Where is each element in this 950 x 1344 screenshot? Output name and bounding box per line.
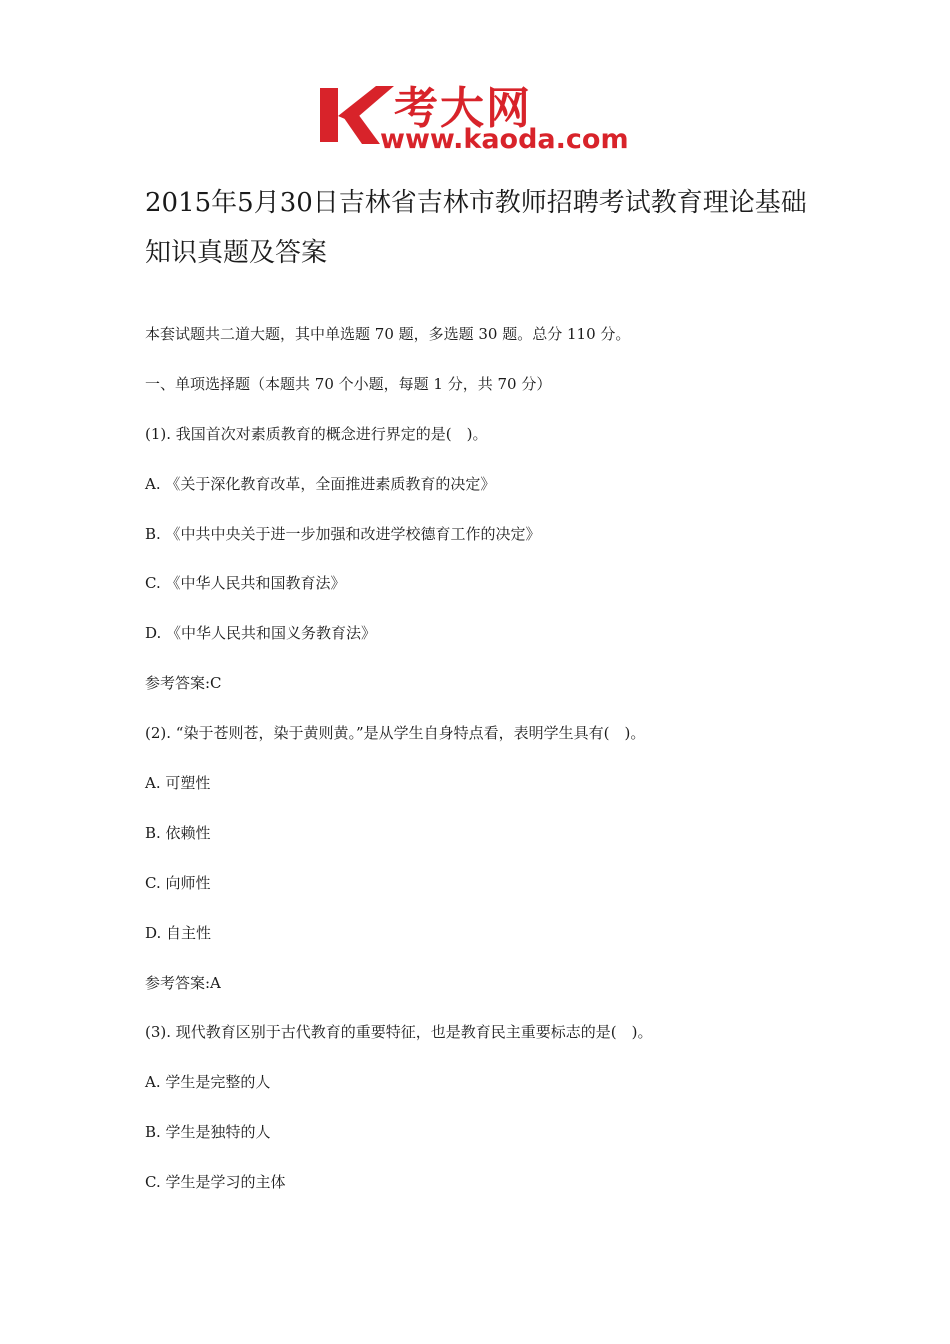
question-3: (3). 现代教育区别于古代教育的重要特征，也是教育民主重要标志的是( )。 [145,1023,653,1042]
q1-answer: 参考答案:C [145,674,222,693]
kaoda-logo [318,78,648,160]
q2-option-a: A. 可塑性 [145,774,211,793]
q2-option-d: D. 自主性 [145,923,212,942]
logo-brand-name: 考大网 [394,83,532,134]
question-1: (1). 我国首次对素质教育的概念进行界定的是( )。 [145,424,488,443]
logo-url: www.kaoda.com [380,124,629,155]
q1-option-b: B. 《中共中央关于进一步加强和改进学校德育工作的决定》 [145,524,541,543]
title-line-2: 知识真题及答案 [145,238,328,268]
title-line-1: 2015年5月30日吉林省吉林市教师招聘考试教育理论基础 [145,188,807,218]
q2-answer: 参考答案:A [145,973,221,992]
q2-option-c: C. 向师性 [145,873,211,892]
q3-option-b: B. 学生是独特的人 [145,1123,271,1142]
question-2: (2). “染于苍则苍，染于黄则黄。”是从学生自身特点看，表明学生具有( )。 [145,724,646,743]
exam-intro: 本套试题共二道大题，其中单选题 70 题，多选题 30 题。总分 110 分。 [145,325,631,343]
q1-option-c: C. 《中华人民共和国教育法》 [145,574,346,593]
q2-option-b: B. 依赖性 [145,823,211,842]
section-heading: 一、单项选择题（本题共 70 个小题，每题 1 分，共 70 分） [145,374,552,393]
document-title [145,178,825,278]
q1-option-d: D. 《中华人民共和国义务教育法》 [145,624,377,643]
q3-option-c: C. 学生是学习的主体 [145,1173,286,1192]
q1-option-a: A. 《关于深化教育改革，全面推进素质教育的决定》 [145,474,496,493]
document-body [145,322,845,1220]
q3-option-a: A. 学生是完整的人 [145,1073,271,1092]
